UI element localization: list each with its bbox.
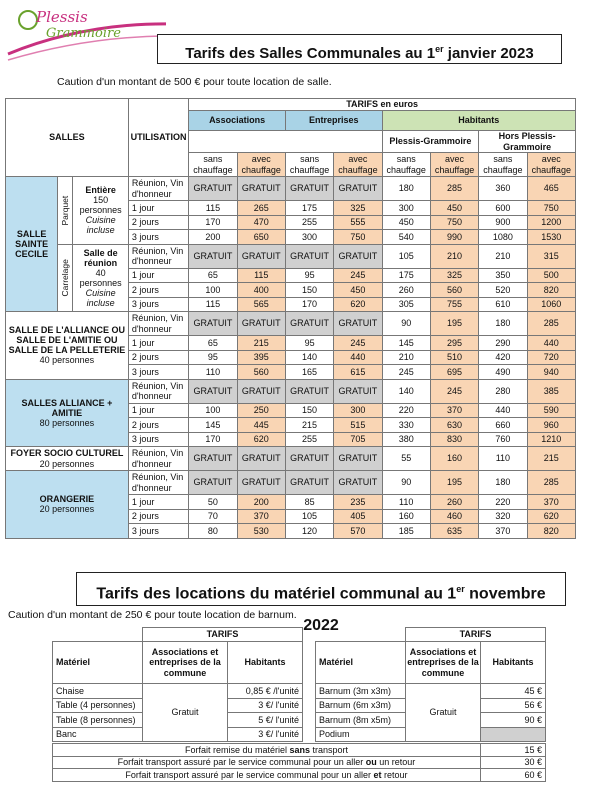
price-cell: 620 bbox=[527, 509, 575, 524]
habitants-price: 5 €/ l'unité bbox=[228, 713, 303, 728]
price-cell: 1210 bbox=[527, 432, 575, 447]
orangerie-label-capacity: 20 personnes bbox=[39, 504, 95, 515]
price-cell: 80 bbox=[189, 524, 237, 539]
price-cell: 175 bbox=[285, 201, 333, 216]
salles-alliance-amitie-label bbox=[6, 379, 129, 447]
salle-sainte-cecile-label: SALLE SAINTE CECILE bbox=[6, 177, 58, 312]
salles-alliance-amitie-label-title: SALLES ALLIANCE + AMITIE bbox=[21, 397, 113, 418]
header-row bbox=[53, 642, 303, 684]
utilisation-cell: 2 jours bbox=[128, 215, 188, 230]
utilisation-cell: 2 jours bbox=[128, 350, 188, 365]
sans-chauffage-header: sans chauffage bbox=[285, 153, 333, 177]
price-cell: 450 bbox=[334, 283, 382, 298]
habitants-price: 3 €/ l'unité bbox=[228, 727, 303, 742]
price-cell: 440 bbox=[527, 336, 575, 351]
materiel-left-table bbox=[52, 627, 303, 742]
price-cell: 295 bbox=[430, 336, 478, 351]
forfait-row bbox=[53, 744, 546, 757]
forfait-label: Forfait transport assuré par le service communal pour un aller ou un retour bbox=[53, 756, 481, 769]
price-cell: 370 bbox=[430, 403, 478, 418]
price-cell: 960 bbox=[527, 418, 575, 433]
materiel-name: Barnum (6m x3m) bbox=[316, 698, 406, 713]
price-cell: 325 bbox=[334, 201, 382, 216]
price-cell: 115 bbox=[237, 268, 285, 283]
price-cell: 105 bbox=[285, 509, 333, 524]
utilisation-cell: 1 jour bbox=[128, 268, 188, 283]
price-cell: 460 bbox=[430, 509, 478, 524]
avec-chauffage-header: avec chauffage bbox=[237, 153, 285, 177]
price-cell: 450 bbox=[382, 215, 430, 230]
materiel-name: Table (8 personnes) bbox=[53, 713, 143, 728]
salles-header: SALLES bbox=[6, 99, 129, 177]
price-cell: 85 bbox=[285, 495, 333, 510]
price-cell: 95 bbox=[189, 350, 237, 365]
price-cell: 615 bbox=[334, 365, 382, 380]
table-row bbox=[6, 447, 576, 471]
gratuit-cell: Gratuit bbox=[406, 684, 481, 742]
foyer-label bbox=[6, 447, 129, 471]
price-cell: 260 bbox=[430, 495, 478, 510]
gratuit-cell: GRATUIT bbox=[334, 379, 382, 403]
gratuit-cell: GRATUIT bbox=[334, 177, 382, 201]
price-cell: 940 bbox=[527, 365, 575, 380]
price-cell: 245 bbox=[334, 336, 382, 351]
price-cell: 250 bbox=[237, 403, 285, 418]
caution-text: Caution d'un montant de 500 € pour toute location de salle. bbox=[57, 76, 332, 88]
price-cell: 300 bbox=[285, 230, 333, 245]
entiere-note: Cuisine incluse bbox=[85, 215, 116, 236]
price-cell: 245 bbox=[382, 365, 430, 380]
blank-cell bbox=[53, 628, 143, 642]
price-cell: 820 bbox=[527, 283, 575, 298]
salle-alliance-label-capacity: 40 personnes bbox=[39, 355, 95, 366]
price-cell: 265 bbox=[237, 201, 285, 216]
price-cell: 370 bbox=[527, 495, 575, 510]
habitants-price: 3 €/ l'unité bbox=[228, 698, 303, 713]
gratuit-cell: Gratuit bbox=[143, 684, 228, 742]
gratuit-cell: GRATUIT bbox=[189, 447, 237, 471]
price-cell: 750 bbox=[334, 230, 382, 245]
price-cell: 215 bbox=[527, 447, 575, 471]
price-cell: 1530 bbox=[527, 230, 575, 245]
price-cell: 400 bbox=[237, 283, 285, 298]
logo-line2: Grammoire bbox=[46, 26, 121, 41]
blank-cell bbox=[316, 628, 406, 642]
price-cell: 170 bbox=[189, 432, 237, 447]
price-cell: 440 bbox=[334, 350, 382, 365]
price-cell: 565 bbox=[237, 297, 285, 312]
materiel-title: Tarifs des locations du matériel communal au 1er novembre 2022 bbox=[76, 572, 566, 606]
header-row bbox=[6, 99, 576, 111]
price-cell: 750 bbox=[430, 215, 478, 230]
materiel-name: Barnum (3m x3m) bbox=[316, 684, 406, 699]
price-cell: 285 bbox=[430, 177, 478, 201]
avec-chauffage-header: avec chauffage bbox=[430, 153, 478, 177]
price-cell: 450 bbox=[430, 201, 478, 216]
price-cell: 210 bbox=[430, 244, 478, 268]
price-cell: 315 bbox=[527, 244, 575, 268]
salles-alliance-amitie-label-capacity: 80 personnes bbox=[39, 417, 95, 428]
utilisation-cell: 1 jour bbox=[128, 495, 188, 510]
price-cell: 560 bbox=[237, 365, 285, 380]
materiel-header: Matériel bbox=[53, 642, 143, 684]
utilisation-cell: Réunion, Vin d'honneur bbox=[128, 379, 188, 403]
habitants-header: Habitants bbox=[481, 642, 546, 684]
gratuit-cell: GRATUIT bbox=[334, 471, 382, 495]
sans-chauffage-header: sans chauffage bbox=[382, 153, 430, 177]
gratuit-cell: GRATUIT bbox=[285, 379, 333, 403]
price-cell: 360 bbox=[479, 177, 527, 201]
table-row bbox=[6, 244, 576, 268]
price-cell: 490 bbox=[479, 365, 527, 380]
price-cell: 100 bbox=[189, 403, 237, 418]
gratuit-cell: GRATUIT bbox=[189, 312, 237, 336]
price-cell: 520 bbox=[479, 283, 527, 298]
gratuit-cell: GRATUIT bbox=[285, 177, 333, 201]
habitants-header: Habitants bbox=[382, 111, 575, 131]
price-cell: 325 bbox=[430, 268, 478, 283]
price-cell: 110 bbox=[479, 447, 527, 471]
price-cell: 560 bbox=[430, 283, 478, 298]
price-cell: 445 bbox=[237, 418, 285, 433]
utilisation-cell: 1 jour bbox=[128, 201, 188, 216]
sans-chauffage-header: sans chauffage bbox=[479, 153, 527, 177]
foyer-title: FOYER SOCIO CULTUREL bbox=[10, 448, 124, 459]
price-cell: 470 bbox=[237, 215, 285, 230]
price-cell: 660 bbox=[479, 418, 527, 433]
foyer-capacity: 20 personnes bbox=[39, 458, 95, 469]
forfait-price: 30 € bbox=[481, 756, 546, 769]
blank-cell bbox=[189, 131, 382, 153]
reunion-title: Salle de réunion bbox=[83, 247, 118, 268]
price-cell: 180 bbox=[479, 312, 527, 336]
forfait-label: Forfait remise du matériel sans transport bbox=[53, 744, 481, 757]
orangerie-label-title: ORANGERIE bbox=[39, 494, 95, 505]
forfait-label: Forfait transport assuré par le service communal pour un aller et retour bbox=[53, 769, 481, 782]
price-cell: 210 bbox=[382, 350, 430, 365]
price-cell: 115 bbox=[189, 201, 237, 216]
hors-plessis-header: Hors Plessis-Grammoire bbox=[479, 131, 576, 153]
price-cell: 105 bbox=[382, 244, 430, 268]
materiel-header: Matériel bbox=[316, 642, 406, 684]
forfait-row bbox=[53, 769, 546, 782]
gratuit-cell: GRATUIT bbox=[189, 379, 237, 403]
materiel-name: Banc bbox=[53, 727, 143, 742]
gratuit-cell: GRATUIT bbox=[237, 447, 285, 471]
price-cell: 165 bbox=[285, 365, 333, 380]
price-cell: 705 bbox=[334, 432, 382, 447]
header-row bbox=[316, 642, 546, 684]
materiel-name: Barnum (8m x5m) bbox=[316, 713, 406, 728]
avec-chauffage-header: avec chauffage bbox=[527, 153, 575, 177]
price-cell: 220 bbox=[479, 495, 527, 510]
entiere-capacity: 150 personnes bbox=[79, 195, 122, 216]
price-cell: 70 bbox=[189, 509, 237, 524]
header-row bbox=[53, 628, 303, 642]
price-cell: 305 bbox=[382, 297, 430, 312]
price-cell: 630 bbox=[430, 418, 478, 433]
avec-chauffage-header: avec chauffage bbox=[334, 153, 382, 177]
gratuit-cell: GRATUIT bbox=[237, 379, 285, 403]
price-cell: 255 bbox=[285, 215, 333, 230]
price-cell: 150 bbox=[285, 283, 333, 298]
price-cell: 180 bbox=[382, 177, 430, 201]
gratuit-cell: GRATUIT bbox=[189, 244, 237, 268]
habitants-price: 90 € bbox=[481, 713, 546, 728]
list-item bbox=[53, 684, 303, 699]
price-cell: 200 bbox=[237, 495, 285, 510]
utilisation-cell: Réunion, Vin d'honneur bbox=[128, 471, 188, 495]
price-cell: 90 bbox=[382, 312, 430, 336]
price-cell: 255 bbox=[285, 432, 333, 447]
price-cell: 405 bbox=[334, 509, 382, 524]
utilisation-cell: 2 jours bbox=[128, 418, 188, 433]
price-cell: 755 bbox=[430, 297, 478, 312]
utilisation-cell: Réunion, Vin d'honneur bbox=[128, 447, 188, 471]
price-cell: 65 bbox=[189, 268, 237, 283]
habitants-price bbox=[481, 727, 546, 742]
price-cell: 180 bbox=[479, 471, 527, 495]
price-cell: 420 bbox=[479, 350, 527, 365]
price-cell: 145 bbox=[189, 418, 237, 433]
price-cell: 220 bbox=[382, 403, 430, 418]
price-cell: 600 bbox=[479, 201, 527, 216]
list-item bbox=[316, 684, 546, 699]
materiel-name: Table (4 personnes) bbox=[53, 698, 143, 713]
parquet-label: Parquet bbox=[58, 177, 73, 245]
price-cell: 990 bbox=[430, 230, 478, 245]
forfait-price: 15 € bbox=[481, 744, 546, 757]
price-cell: 570 bbox=[334, 524, 382, 539]
price-cell: 500 bbox=[527, 268, 575, 283]
price-cell: 610 bbox=[479, 297, 527, 312]
price-cell: 260 bbox=[382, 283, 430, 298]
price-cell: 1080 bbox=[479, 230, 527, 245]
salle-entiere-info bbox=[73, 177, 128, 245]
price-cell: 465 bbox=[527, 177, 575, 201]
price-cell: 285 bbox=[527, 312, 575, 336]
price-cell: 555 bbox=[334, 215, 382, 230]
materiel-name: Podium bbox=[316, 727, 406, 742]
price-cell: 235 bbox=[334, 495, 382, 510]
utilisation-cell: 3 jours bbox=[128, 230, 188, 245]
tarifs-header: TARIFS bbox=[406, 628, 546, 642]
gratuit-cell: GRATUIT bbox=[334, 244, 382, 268]
price-cell: 620 bbox=[237, 432, 285, 447]
utilisation-cell: 3 jours bbox=[128, 432, 188, 447]
price-cell: 395 bbox=[237, 350, 285, 365]
reunion-note: Cuisine incluse bbox=[85, 287, 116, 308]
price-cell: 650 bbox=[237, 230, 285, 245]
table-row bbox=[6, 379, 576, 403]
utilisation-cell: 3 jours bbox=[128, 365, 188, 380]
salle-reunion-info bbox=[73, 244, 128, 312]
tarifs-header: TARIFS bbox=[143, 628, 303, 642]
price-cell: 100 bbox=[189, 283, 237, 298]
price-cell: 380 bbox=[382, 432, 430, 447]
carrelage-label: Carrelage bbox=[58, 244, 73, 312]
price-cell: 515 bbox=[334, 418, 382, 433]
price-cell: 110 bbox=[189, 365, 237, 380]
price-cell: 285 bbox=[527, 471, 575, 495]
price-cell: 750 bbox=[527, 201, 575, 216]
price-cell: 140 bbox=[382, 379, 430, 403]
plessis-header: Plessis-Grammoire bbox=[382, 131, 479, 153]
price-cell: 95 bbox=[285, 268, 333, 283]
price-cell: 510 bbox=[430, 350, 478, 365]
utilisation-header: UTILISATION bbox=[128, 99, 188, 177]
forfait-price: 60 € bbox=[481, 769, 546, 782]
price-cell: 330 bbox=[382, 418, 430, 433]
sans-chauffage-header: sans chauffage bbox=[189, 153, 237, 177]
utilisation-cell: 2 jours bbox=[128, 283, 188, 298]
utilisation-cell: 1 jour bbox=[128, 403, 188, 418]
habitants-price: 45 € bbox=[481, 684, 546, 699]
entiere-title: Entière bbox=[85, 185, 116, 196]
price-cell: 370 bbox=[237, 509, 285, 524]
associations-header: Associations et entreprises de la commune bbox=[406, 642, 481, 684]
price-cell: 300 bbox=[382, 201, 430, 216]
logo-line1: Plessis bbox=[36, 8, 88, 26]
price-cell: 760 bbox=[479, 432, 527, 447]
price-cell: 150 bbox=[285, 403, 333, 418]
associations-header: Associations bbox=[189, 111, 286, 131]
price-cell: 215 bbox=[285, 418, 333, 433]
price-cell: 200 bbox=[189, 230, 237, 245]
price-cell: 185 bbox=[382, 524, 430, 539]
price-cell: 160 bbox=[430, 447, 478, 471]
entreprises-header: Entreprises bbox=[285, 111, 382, 131]
materiel-right-table bbox=[315, 627, 546, 742]
reunion-capacity: 40 personnes bbox=[79, 267, 122, 288]
price-cell: 590 bbox=[527, 403, 575, 418]
price-cell: 440 bbox=[479, 403, 527, 418]
gratuit-cell: GRATUIT bbox=[189, 177, 237, 201]
price-cell: 320 bbox=[479, 509, 527, 524]
tarifs-header: TARIFS en euros bbox=[189, 99, 576, 111]
utilisation-cell: 3 jours bbox=[128, 297, 188, 312]
price-cell: 50 bbox=[189, 495, 237, 510]
price-cell: 110 bbox=[382, 495, 430, 510]
habitants-price: 0,85 € /l'unité bbox=[228, 684, 303, 699]
price-cell: 290 bbox=[479, 336, 527, 351]
price-cell: 210 bbox=[479, 244, 527, 268]
utilisation-cell: 1 jour bbox=[128, 336, 188, 351]
page-title: Tarifs des Salles Communales au 1er janvier 2023 bbox=[157, 34, 562, 64]
price-cell: 820 bbox=[527, 524, 575, 539]
price-cell: 55 bbox=[382, 447, 430, 471]
price-cell: 215 bbox=[237, 336, 285, 351]
utilisation-cell: 3 jours bbox=[128, 524, 188, 539]
price-cell: 115 bbox=[189, 297, 237, 312]
price-cell: 195 bbox=[430, 471, 478, 495]
gratuit-cell: GRATUIT bbox=[237, 177, 285, 201]
forfait-table bbox=[52, 743, 546, 782]
orangerie-label bbox=[6, 471, 129, 539]
forfait-row bbox=[53, 756, 546, 769]
table-row bbox=[6, 312, 576, 336]
caution-barnum-text: Caution d'un montant de 250 € pour toute location de barnum. bbox=[8, 609, 297, 621]
price-cell: 195 bbox=[430, 312, 478, 336]
price-cell: 95 bbox=[285, 336, 333, 351]
header-row bbox=[316, 628, 546, 642]
utilisation-cell: 2 jours bbox=[128, 509, 188, 524]
tarifs-salles-table bbox=[5, 98, 576, 539]
price-cell: 900 bbox=[479, 215, 527, 230]
gratuit-cell: GRATUIT bbox=[334, 447, 382, 471]
price-cell: 350 bbox=[479, 268, 527, 283]
price-cell: 1060 bbox=[527, 297, 575, 312]
salle-alliance-label bbox=[6, 312, 129, 380]
price-cell: 720 bbox=[527, 350, 575, 365]
price-cell: 65 bbox=[189, 336, 237, 351]
price-cell: 245 bbox=[334, 268, 382, 283]
price-cell: 530 bbox=[237, 524, 285, 539]
price-cell: 170 bbox=[285, 297, 333, 312]
gratuit-cell: GRATUIT bbox=[285, 312, 333, 336]
price-cell: 695 bbox=[430, 365, 478, 380]
habitants-header: Habitants bbox=[228, 642, 303, 684]
gratuit-cell: GRATUIT bbox=[334, 312, 382, 336]
table-row bbox=[6, 471, 576, 495]
price-cell: 145 bbox=[382, 336, 430, 351]
price-cell: 160 bbox=[382, 509, 430, 524]
salle-alliance-label-title: SALLE DE L'ALLIANCE OU SALLE DE L'AMITIE OU SALLE DE LA PELLETERIE bbox=[8, 325, 126, 356]
associations-header: Associations et entreprises de la commune bbox=[143, 642, 228, 684]
habitants-price: 56 € bbox=[481, 698, 546, 713]
price-cell: 90 bbox=[382, 471, 430, 495]
logo bbox=[6, 2, 156, 62]
price-cell: 830 bbox=[430, 432, 478, 447]
price-cell: 620 bbox=[334, 297, 382, 312]
gratuit-cell: GRATUIT bbox=[237, 312, 285, 336]
price-cell: 1200 bbox=[527, 215, 575, 230]
table-row bbox=[6, 177, 576, 201]
price-cell: 140 bbox=[285, 350, 333, 365]
materiel-name: Chaise bbox=[53, 684, 143, 699]
price-cell: 175 bbox=[382, 268, 430, 283]
price-cell: 300 bbox=[334, 403, 382, 418]
price-cell: 385 bbox=[527, 379, 575, 403]
price-cell: 245 bbox=[430, 379, 478, 403]
gratuit-cell: GRATUIT bbox=[285, 471, 333, 495]
price-cell: 170 bbox=[189, 215, 237, 230]
gratuit-cell: GRATUIT bbox=[237, 471, 285, 495]
price-cell: 635 bbox=[430, 524, 478, 539]
price-cell: 370 bbox=[479, 524, 527, 539]
price-cell: 280 bbox=[479, 379, 527, 403]
utilisation-cell: Réunion, Vin d'honneur bbox=[128, 312, 188, 336]
gratuit-cell: GRATUIT bbox=[285, 244, 333, 268]
price-cell: 540 bbox=[382, 230, 430, 245]
price-cell: 120 bbox=[285, 524, 333, 539]
gratuit-cell: GRATUIT bbox=[285, 447, 333, 471]
utilisation-cell: Réunion, Vin d'honneur bbox=[128, 177, 188, 201]
gratuit-cell: GRATUIT bbox=[237, 244, 285, 268]
utilisation-cell: Réunion, Vin d'honneur bbox=[128, 244, 188, 268]
gratuit-cell: GRATUIT bbox=[189, 471, 237, 495]
